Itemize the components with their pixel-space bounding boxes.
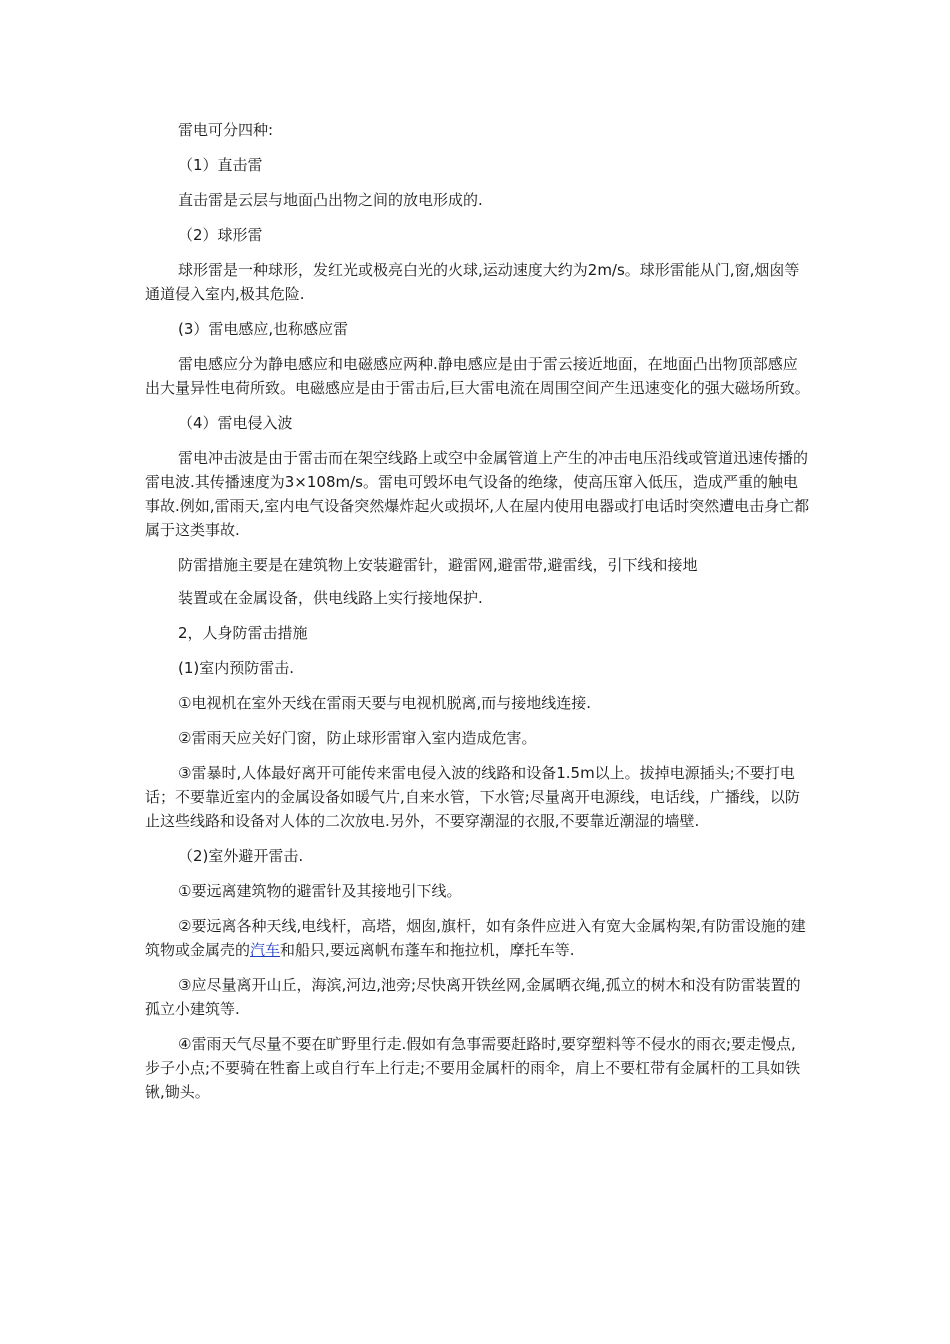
heading-personal-protection: 2，人身防雷击措施	[178, 624, 308, 642]
heading-outdoor-protection: （2)室外避开雷击.	[178, 847, 304, 865]
list-item-outdoor-3: ③应尽量离开山丘，海滨,河边,池旁;尽快离开铁丝网,金属晒衣绳,孤立的树木和没有防雷装置的孤立小建筑等.	[145, 976, 801, 1018]
list-item-outdoor-4: ④雷雨天气尽量不要在旷野里行走.假如有急事需要赶路时,要穿塑料等不侵水的雨衣;要走慢点,步子小点;不要骑在牲畜上或自行车上行走;不要用金属杆的雨伞，肩上不要杠带有金属杆的工具如铁锹,锄头。	[145, 1035, 801, 1101]
list-item-outdoor-1: ①要远离建筑物的避雷针及其接地引下线。	[178, 882, 462, 900]
heading-induced-lightning: (3）雷电感应,也称感应雷	[178, 320, 349, 338]
document-body	[145, 118, 810, 1115]
paragraph-intrusion-wave: 雷电冲击波是由于雷击而在架空线路上或空中金属管道上产生的冲击电压沿线或管道迅速传播的雷电波.其传播速度为3×108m/s。雷电可毁坏电气设备的绝缘，使高压窜入低压，造成严重的触电事故.例如,雷雨天,室内电气设备突然爆炸起火或损坏,人在屋内使用电器或打电话时突然遭电击身亡都属于这类事故.	[145, 449, 810, 539]
paragraph-protection-measures: 防雷措施主要是在建筑物上安装避雷针，避雷网,避雷带,避雷线，引下线和接地	[178, 556, 698, 574]
list-item-indoor-2: ②雷雨天应关好门窗，防止球形雷窜入室内造成危害。	[178, 729, 537, 747]
heading-indoor-protection: (1)室内预防雷击.	[178, 659, 295, 677]
paragraph-protection-grounding: 装置或在金属设备，供电线路上实行接地保护.	[178, 589, 483, 607]
paragraph-induced-lightning: 雷电感应分为静电感应和电磁感应两种.静电感应是由于雷云接近地面，在地面凸出物顶部感应出大量异性电荷所致。电磁感应是由于雷击后,巨大雷电流在周围空间产生迅速变化的强大磁场所致。	[145, 355, 810, 397]
outdoor-2-text-a: ②要远离各种天线,电线杆，高塔，烟囱,旗杆，如有条件应进入有宽大金属构架,有防雷设施的建筑物或金属壳的	[145, 917, 806, 959]
car-link[interactable]: 汽车	[250, 941, 281, 959]
list-item-indoor-3: ③雷暴时,人体最好离开可能传来雷电侵入波的线路和设备1.5m以上。拔掉电源插头;不要打电话；不要靠近室内的金属设备如暖气片,自来水管，下水管;尽量离开电源线，电话线，广播线，以防止这些线路和设备对人体的二次放电.另外，不要穿潮湿的衣服,不要靠近潮湿的墙壁.	[145, 764, 800, 830]
paragraph-direct-lightning: 直击雷是云层与地面凸出物之间的放电形成的.	[178, 191, 483, 209]
list-item-outdoor-2	[145, 914, 810, 962]
heading-direct-lightning: （1）直击雷	[178, 156, 263, 174]
heading-ball-lightning: （2）球形雷	[178, 226, 263, 244]
heading-intrusion-wave: （4）雷电侵入波	[178, 414, 293, 432]
paragraph-ball-lightning: 球形雷是一种球形，发红光或极亮白光的火球,运动速度大约为2m/s。球形雷能从门,窗,烟囱等通道侵入室内,极其危险.	[145, 261, 800, 303]
paragraph-intro: 雷电可分四种:	[178, 121, 274, 139]
outdoor-2-text-b: 和船只,要远离帆布蓬车和拖拉机，摩托车等.	[280, 941, 575, 959]
list-item-indoor-1: ①电视机在室外天线在雷雨天要与电视机脱离,而与接地线连接.	[178, 694, 591, 712]
